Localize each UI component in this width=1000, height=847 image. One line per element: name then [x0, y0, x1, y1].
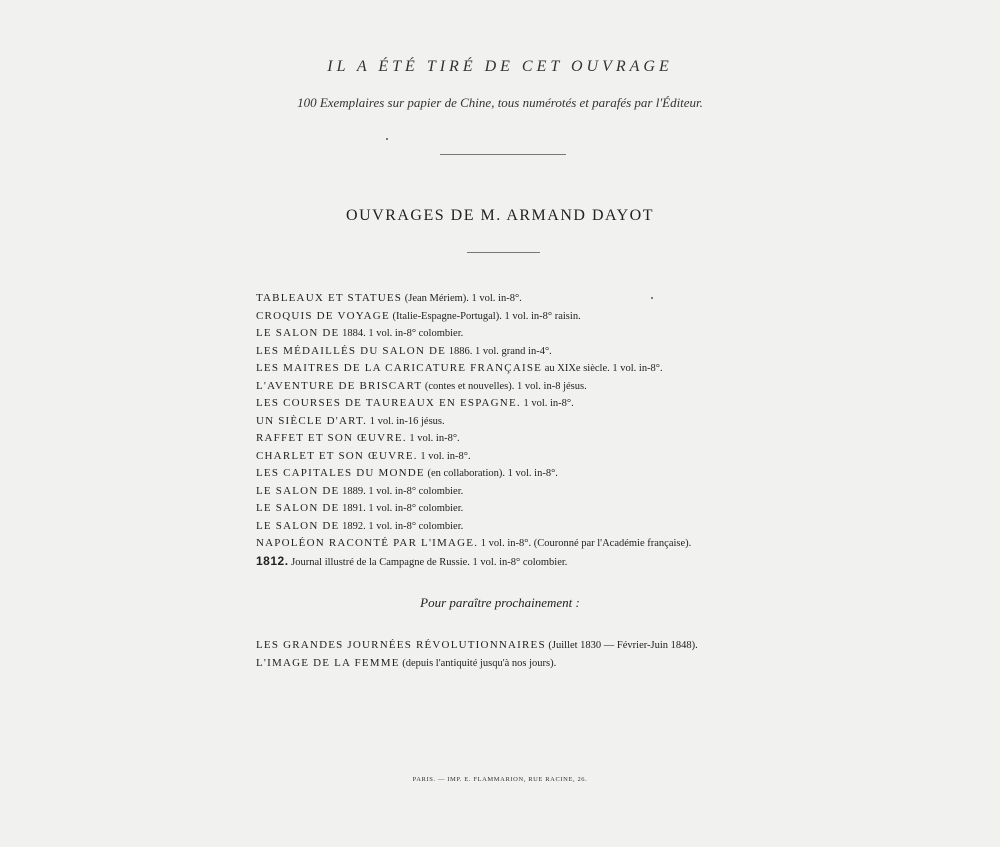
paper-speck	[651, 297, 653, 299]
divider-rule	[440, 154, 566, 155]
list-item: CHARLET ET SON ŒUVRE. 1 vol. in-8°.	[256, 449, 471, 462]
list-item: LES MAITRES DE LA CARICATURE FRANÇAISE au XIXe siècle. 1 vol. in-8°.	[256, 362, 663, 374]
list-item: CROQUIS DE VOYAGE (Italie-Espagne-Portugal). 1 vol. in-8° raisin.	[256, 309, 581, 322]
list-item: LES MÉDAILLÉS DU SALON DE 1886. 1 vol. grand in-4°.	[256, 344, 552, 357]
list-item: LE SALON DE 1892. 1 vol. in-8° colombier.	[256, 519, 464, 532]
list-item: LES CAPITALES DU MONDE (en collaboration). 1 vol. in-8°.	[256, 467, 558, 479]
list-item: LES COURSES DE TAUREAUX EN ESPAGNE. 1 vol. in-8°.	[256, 397, 574, 409]
list-item: L'IMAGE DE LA FEMME (depuis l'antiquité jusqu'à nos jours).	[256, 656, 557, 669]
divider-rule	[467, 252, 540, 253]
forthcoming-heading: Pour paraître prochainement :	[420, 595, 580, 610]
list-item: L'AVENTURE DE BRISCART (contes et nouvelles). 1 vol. in-8 jésus.	[256, 379, 587, 392]
print-run-heading: IL A ÉTÉ TIRÉ DE CET OUVRAGE	[327, 58, 673, 75]
print-run-note: 100 Exemplaires sur papier de Chine, tous numérotés et parafés par l'Éditeur.	[297, 95, 703, 110]
list-item: 1812. Journal illustré de la Campagne de Russie. 1 vol. in-8° colombier.	[256, 553, 568, 568]
list-item: UN SIÈCLE D'ART. 1 vol. in-16 jésus.	[256, 414, 445, 427]
paper-speck	[386, 138, 388, 140]
list-item: LE SALON DE 1889. 1 vol. in-8° colombier.	[256, 484, 464, 497]
section-title: OUVRAGES DE M. ARMAND DAYOT	[346, 207, 654, 224]
works-list	[256, 290, 876, 571]
list-item: RAFFET ET SON ŒUVRE. 1 vol. in-8°.	[256, 432, 460, 444]
list-item: NAPOLÉON RACONTÉ PAR L'IMAGE. 1 vol. in-8°. (Couronné par l'Académie française).	[256, 537, 692, 549]
list-item: LE SALON DE 1884. 1 vol. in-8° colombier.	[256, 327, 464, 339]
list-item: LE SALON DE 1891. 1 vol. in-8° colombier.	[256, 502, 464, 514]
list-item: LES GRANDES JOURNÉES RÉVOLUTIONNAIRES (Juillet 1830 — Février-Juin 1848).	[256, 639, 698, 651]
printer-imprint: PARIS. — IMP. E. FLAMMARION, RUE RACINE, 26.	[412, 776, 588, 783]
upcoming-list	[256, 637, 876, 672]
list-item: TABLEAUX ET STATUES (Jean Mériem). 1 vol. in-8°.	[256, 292, 522, 304]
